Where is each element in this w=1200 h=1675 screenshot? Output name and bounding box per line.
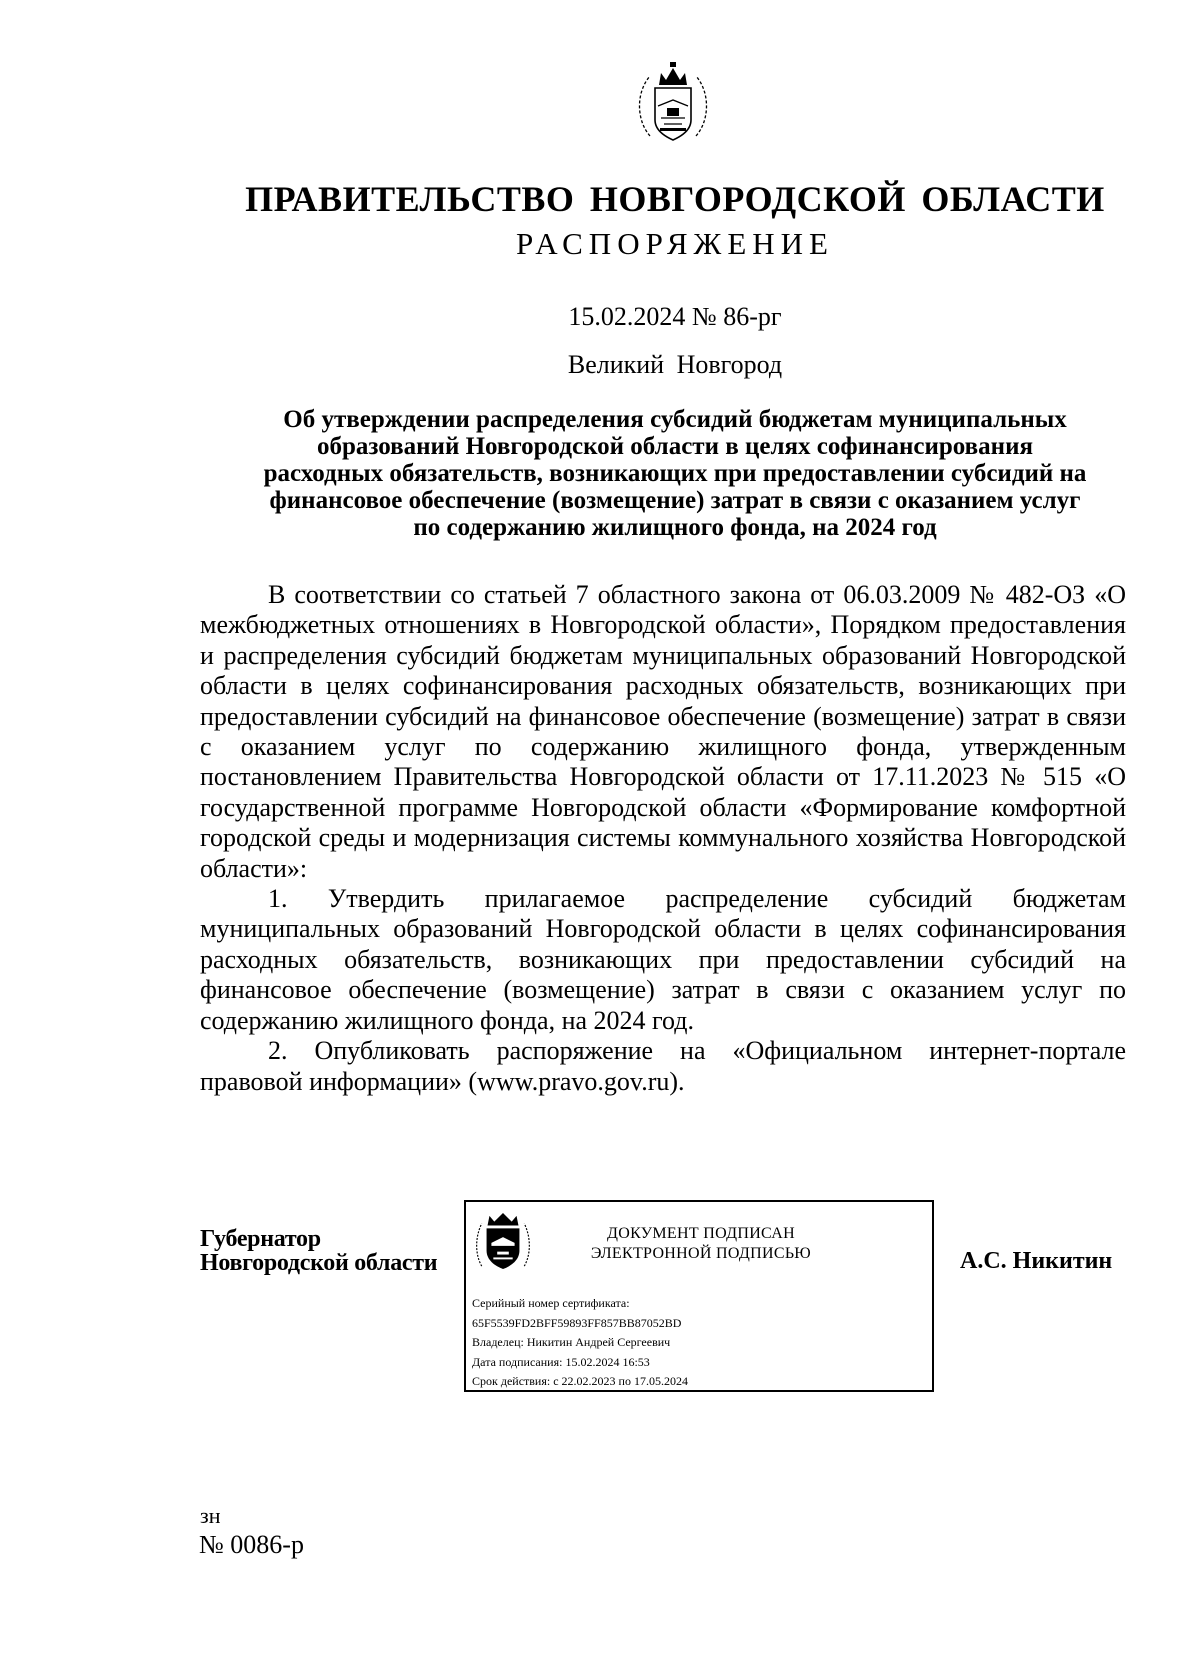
subject-line: финансовое обеспечение (возмещение) затрат в связи с оказанием услуг [269,487,1081,514]
document-number: 15.02.2024 № 86-рг [568,302,782,331]
item-1-paragraph: 1. Утвердить прилагаемое распределение субсидий бюджетам муниципальных образований Новгородской области в целях софинансирования расходных обязательств, возникающих при предоставлении субсидий на финансовое обеспечение (возмещение) затрат в связи с оказанием услуг по содержанию жилищного фонда, на 2024 год. [200,884,1126,1035]
item-2-paragraph: 2. Опубликовать распоряжение на «Официальном интернет-портале правовой информации» (www.pravo.gov.ru). [200,1036,1126,1096]
subject-line: расходных обязательств, возникающих при предоставлении субсидий на [263,460,1087,487]
subject-line: по содержанию жилищного фонда, на 2024 год [413,514,937,541]
subject-line: Об утверждении распределения субсидий бюджетам муниципальных [283,406,1067,433]
government-title: ПРАВИТЕЛЬСТВО НОВГОРОДСКОЙ ОБЛАСТИ [245,179,1105,219]
novgorod-coat-of-arms-icon [628,58,718,148]
electronic-signature-stamp [464,1200,934,1392]
stamp-title-line: ЭЛЕКТРОННОЙ ПОДПИСЬЮ [590,1245,812,1262]
stamp-title [546,1224,856,1264]
preamble-paragraph: В соответствии со статьей 7 областного закона от 06.03.2009 № 482-ОЗ «О межбюджетных отношениях в Новгородской области», Порядком предоставления и распределения субсидий бюджетам муниципальных образований Новгородской области в целях софинансирования расходных обязательств, возникающих при предоставлении субсидий на финансовое обеспечение (возмещение) затрат в связи с оказанием услуг по содержанию жилищного фонда, утвержденным постановлением Правительства Новгородской области от 17.11.2023 № 515 «О государственной программе Новгородской области «Формирование комфортной городской среды и модернизация системы коммунального хозяйства Новгородской области»: [200,580,1126,883]
signer-position [200,1227,437,1275]
document-subject [205,406,1145,541]
document-body [200,580,1126,1097]
signing-date: Дата подписания: 15.02.2024 16:53 [472,1354,650,1369]
document-type: РАСПОРЯЖЕНИЕ [516,226,834,261]
certificate-owner: Владелец: Никитин Андрей Сергеевич [472,1335,671,1350]
signer-position-line: Губернатор [200,1226,321,1252]
certificate-number: 65F5539FD2BFF59893FF857BB87052BD [472,1315,682,1330]
registration-code: зн [200,1503,221,1528]
stamp-coat-of-arms-icon [474,1210,532,1272]
signer-position-line: Новгородской области [200,1250,438,1276]
registration-number: № 0086-р [199,1530,304,1559]
stamp-title-line: ДОКУМЕНТ ПОДПИСАН [607,1225,795,1242]
stamp-details [472,1294,688,1392]
signer-name: А.С. Никитин [960,1248,1113,1274]
document-city: Великий Новгород [567,350,783,379]
certificate-validity: Срок действия: с 22.02.2023 по 17.05.2024 [472,1374,688,1389]
certificate-label: Серийный номер сертификата: [472,1296,630,1310]
subject-line: образований Новгородской области в целях софинансирования [316,433,1034,460]
